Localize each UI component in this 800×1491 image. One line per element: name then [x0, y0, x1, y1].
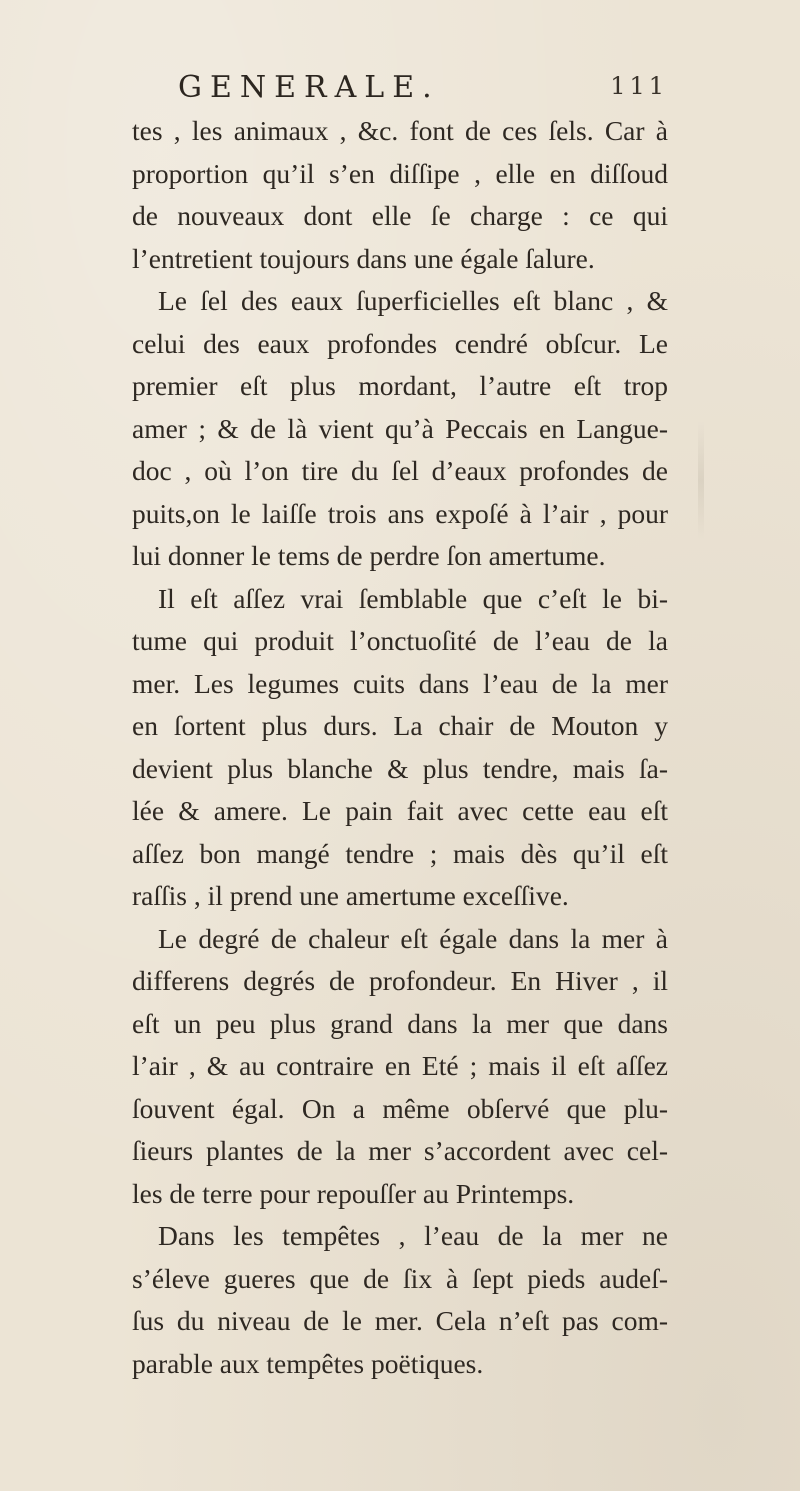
- text-line: s’éleve gueres que de ſix à ſept pieds audeſ-: [132, 1262, 668, 1294]
- page-edge-shadow: [698, 420, 704, 540]
- text-line: celui des eaux profondes cendré obſcur. Le: [132, 327, 668, 359]
- page-header: [178, 70, 668, 110]
- text-line: Dans les tempêtes , l’eau de la mer ne: [158, 1220, 668, 1251]
- text-line: ſieurs plantes de la mer s’accordent avec cel-: [132, 1135, 668, 1166]
- text-line: Il eſt aſſez vrai ſemblable que c’eſt le bi-: [158, 582, 668, 614]
- text-line: lée & amere. Le pain fait avec cette eau eſt: [132, 795, 668, 826]
- text-line: tume qui produit l’onctuoſité de l’eau de la: [132, 625, 668, 656]
- text-line: differens degrés de profondeur. En Hiver , il: [132, 965, 668, 996]
- text-line: Le ſel des eaux ſuperficielles eſt blanc , &: [158, 285, 668, 316]
- text-line: l’entretient toujours dans une égale ſalure.: [132, 242, 595, 274]
- text-line: devient plus blanche & plus tendre, mais ſa-: [132, 752, 668, 784]
- text-line: premier eſt plus mordant, l’autre eſt trop: [132, 370, 668, 401]
- text-line: lui donner le tems de perdre ſon amertume.: [132, 540, 606, 571]
- text-line: mer. Les legumes cuits dans l’eau de la mer: [132, 667, 668, 699]
- text-line: amer ; & de là vient qu’à Peccais en Langue-: [132, 412, 668, 444]
- text-line: doc , où l’on tire du ſel d’eaux profondes de: [132, 455, 668, 486]
- text-line: puits,on le laiſſe trois ans expoſé à l’air , pour: [132, 497, 668, 529]
- text-line: de nouveaux dont elle ſe charge : ce qui: [132, 200, 668, 231]
- text-line: les de terre pour repouſſer au Printemps.: [132, 1177, 575, 1209]
- text-line: ſus du niveau de le mer. Cela n’eſt pas com-: [132, 1305, 668, 1336]
- text-line: en ſortent plus durs. La chair de Mouton y: [132, 710, 668, 741]
- text-line: l’air , & au contraire en Eté ; mais il eſt aſſez: [132, 1050, 668, 1081]
- body-text: [132, 110, 668, 1385]
- text-line: Le degré de chaleur eſt égale dans la mer à: [158, 922, 668, 954]
- page-number: 111: [610, 72, 668, 100]
- text-line: proportion qu’il s’en diſſipe , elle en diſſoud: [132, 157, 668, 189]
- text-line: aſſez bon mangé tendre ; mais dès qu’il eſt: [132, 837, 668, 869]
- text-line: ſouvent égal. On a même obſervé que plu-: [132, 1092, 668, 1124]
- text-line: raſſis , il prend une amertume exceſſive.: [132, 880, 569, 911]
- text-line: tes , les animaux , &c. font de ces ſels. Car à: [132, 115, 668, 146]
- text-line: parable aux tempêtes poëtiques.: [132, 1347, 484, 1379]
- text-line: eſt un peu plus grand dans la mer que dans: [132, 1007, 668, 1039]
- running-title: GENERALE.: [178, 70, 440, 105]
